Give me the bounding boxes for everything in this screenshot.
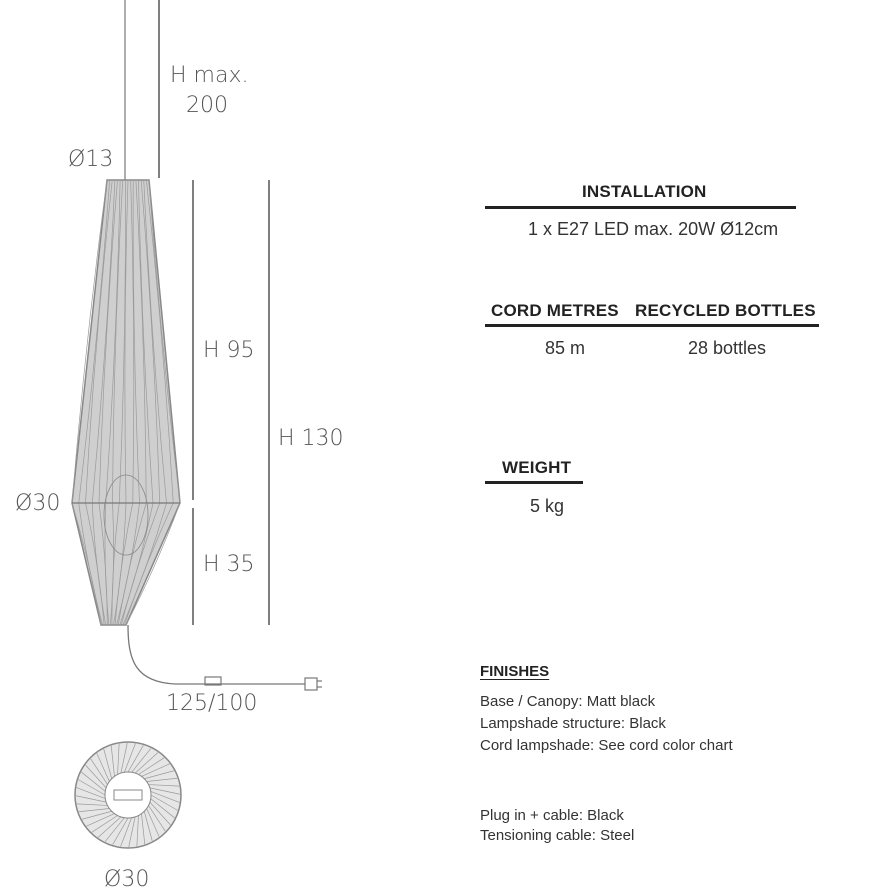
installation-rule [485,206,796,209]
h-total-label: H 130 [278,426,344,451]
weight-value: 5 kg [530,496,565,516]
bottom-diameter-label: Ø30 [104,867,150,892]
weight-rule [485,481,583,484]
lampshade-body [72,180,180,625]
plug-icon [305,678,322,690]
weight-title: WEIGHT [502,458,572,477]
finish-plug-cable: Plug in + cable: Black [480,807,624,824]
finish-lampshade-structure: Lampshade structure: Black [480,715,666,732]
top-diameter-label: Ø13 [68,147,114,172]
cable-length-label: 125/100 [166,691,258,716]
h-upper-label: H 95 [203,338,255,363]
recycled-bottles-value: 28 bottles [688,338,767,358]
power-cable [128,625,305,684]
finish-cord-lampshade: Cord lampshade: See cord color chart [480,737,733,754]
finish-base-canopy: Base / Canopy: Matt black [480,693,656,710]
installation-value: 1 x E27 LED max. 20W Ø12cm [528,219,779,239]
h-max-label: H max. [170,63,249,88]
mid-diameter-label: Ø30 [15,491,61,516]
cord-rule [485,324,819,327]
recycled-bottles-title: RECYCLED BOTTLES [635,301,816,320]
h-lower-label: H 35 [203,552,255,577]
finish-tensioning-cable: Tensioning cable: Steel [480,827,635,844]
cord-metres-title: CORD METRES [491,301,619,320]
lamp-bottom-view [75,742,181,848]
finishes-title: FINISHES [480,663,550,680]
cord-metres-value: 85 m [545,338,586,358]
h-max-value: 200 [186,93,228,118]
installation-title: INSTALLATION [582,182,707,201]
